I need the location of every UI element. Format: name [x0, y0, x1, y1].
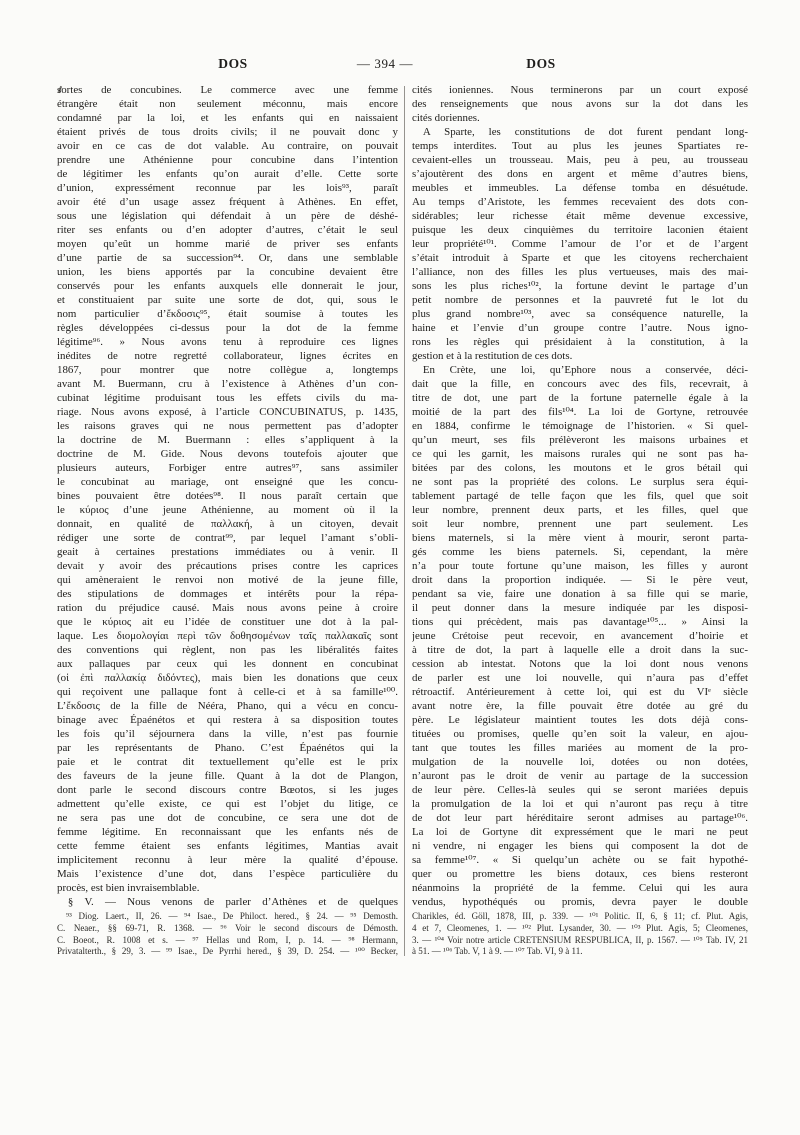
- text-line: dait que la fille, en concours avec des fils, recevrait, à: [412, 378, 748, 390]
- text-line: plusieurs auteurs, Forbiger entre autres⁹⁷, sans assimiler: [57, 462, 398, 474]
- text-line: s’était introduit à Sparte et que les citoyens recherchaient: [412, 252, 748, 264]
- text-line: des stipulations de dommages et intérêts pour la répa-: [57, 588, 398, 600]
- column-divider-rule: [404, 86, 405, 956]
- text-line: biens maternels, si la mère vient à mourir, seront parta-: [412, 532, 748, 544]
- text-line: le concubinat au mariage, ont enseigné que les concu-: [57, 476, 398, 488]
- text-line: sortes de concubines. Le commerce avec une femme: [57, 84, 398, 96]
- text-line: binage avec Épaénétos et qui restera à sa disposition toutes: [57, 714, 398, 726]
- text-line: En Crète, une loi, qu’Ephore nous a conservée, déci-: [412, 364, 748, 376]
- text-line: procès, est bien invraisemblable.: [57, 882, 200, 894]
- text-line: laque. Les διομολογίαι περὶ τῶν δοθησομένων ταῖς παλλακαῖς sont: [57, 630, 398, 642]
- text-line: des faveurs de la jeune fille. Quant à la dot de Plangon,: [57, 770, 398, 782]
- text-line: de parler est une loi nouvelle, qui n’aura pas d’effet: [412, 672, 748, 684]
- text-line: par les représentants de Phano. C’est Épaénétos qui la: [57, 742, 398, 754]
- page-number: — 394 —: [356, 56, 414, 71]
- running-head-right: DOS: [526, 56, 556, 71]
- text-line: moyen qu’eût un homme marié de priver ses enfants: [57, 238, 398, 250]
- text-line: condamné par la loi, et les enfants qui en naissaient: [57, 112, 398, 124]
- text-line: des renseignements que nous avons sur la dot dans les: [412, 98, 748, 110]
- text-line: rons les règles qui présidaient à la constitution, à la: [412, 336, 748, 348]
- text-line: il peut donner dans la mesure indiquée par les disposi-: [412, 602, 748, 614]
- text-line: cevaient-elles un trousseau. Mais, peu à peu, au trousseau: [412, 154, 748, 166]
- text-line: néanmoins la propriété de la femme. Celui qui les aura: [412, 882, 748, 894]
- text-line: ce qui les garnit, les maisons rurales qui ne sont pas ha-: [412, 448, 748, 460]
- text-line: tions qui précèdent, mais pas davantage¹⁰⁵... » Ainsi la: [412, 616, 748, 628]
- text-line: père. Le législateur maintient toutes les dots déjà cons-: [412, 714, 748, 726]
- text-line: moitié de la part des fils¹⁰⁴. La loi de Gortyne, retrouvée: [412, 406, 748, 418]
- text-line: ne sera pas une dot de concubine, ce sera une dot de: [57, 812, 398, 824]
- text-line: tablement partagé de telle façon que les fils, quel que soit: [412, 490, 748, 502]
- text-line: de légitimer les enfants qu’on aurait d’elle. Cette sorte: [57, 168, 398, 180]
- text-line: L’ἔκδοσις de la fille de Nééra, Phano, qui a vécu en concu-: [57, 700, 398, 712]
- text-line: qu’un meurt, ses fils prélèveront les maisons urbaines et: [412, 434, 748, 446]
- text-line: Au temps d’Aristote, les femmes recevaient des dots con-: [412, 196, 748, 208]
- text-line: ni vendre, ni engager les biens qui composent la dot de: [412, 840, 748, 852]
- text-line: 3. — ¹⁰⁴ Voir notre article CRETENSIUM RESPUBLICA, II, p. 1567. — ¹⁰⁵ Tab. IV, 21: [412, 934, 748, 945]
- text-line: avoir été d’un usage assez fréquent à Athènes. En effet,: [57, 196, 398, 208]
- text-line: sidérables; leur richesse était même devenue excessive,: [412, 210, 748, 222]
- text-line: riter ses enfants ou d’en adopter d’autres, c’était le seul: [57, 224, 398, 236]
- text-line: à 51. — ¹⁰⁶ Tab. V, 1 à 9. — ¹⁰⁷ Tab. VI, 9 à 11.: [412, 946, 583, 957]
- text-line: d’union, expressément reconnue par les lois⁹³, paraît: [57, 182, 398, 194]
- text-line: en 1884, confirme le témoignage de l’historien. « Si quel-: [412, 420, 748, 432]
- text-line: quer ou promettre les biens dotaux, ces biens resteront: [412, 868, 748, 880]
- text-line: dont parle le second discours contre Bœotos, si les juges: [57, 784, 398, 796]
- text-line: cités doriennes.: [412, 112, 480, 124]
- text-line: conservés pour les enfants auxquels elle donnerait le jour,: [57, 280, 398, 292]
- text-line: inédites de notre regretté collaborateur, lignes écrites en: [57, 350, 398, 362]
- text-line: jeune Crétoise peut recevoir, en avancement d’hoirie et: [412, 630, 748, 642]
- text-line: Mais l’existence d’une dot, dans l’espèce particulière du: [57, 868, 398, 880]
- text-line: légitime⁹⁶. » Nous avons tenu à reproduire ces lignes: [57, 336, 398, 348]
- text-line: les fois qu’il séjournera dans la ville, n’est pas fournie: [57, 728, 398, 740]
- text-line: bines pouvaient être dotées⁹⁸. Il nous paraît certain que: [57, 490, 398, 502]
- text-line: 1867, pour montrer que notre collègue a, longtemps: [57, 364, 398, 376]
- text-line: Charikles, éd. Göll, 1878, III, p. 339. — ¹⁰¹ Politic. II, 6, § 11; cf. Plut. Agis,: [412, 911, 748, 921]
- text-line: cités ioniennes. Nous terminerons par un court exposé: [412, 84, 748, 96]
- text-line: vendus, hypothéqués ou promis, devra payer le double: [412, 896, 748, 908]
- text-line: d’une partie de sa succession⁹⁴. Or, dans une semblable: [57, 252, 398, 264]
- text-line: étaient privés de tous droits civils; il ne pouvait donc y: [57, 126, 398, 138]
- left-text-column: [57, 83, 398, 909]
- left-footnotes-block: [57, 911, 398, 958]
- text-line: droit dans la proportion indiquée. — Si le père veut,: [412, 574, 748, 586]
- text-line: n’auront pas le droit de venir au partage de la succession: [412, 770, 748, 782]
- text-line: rétroactif. Antérieurement à cette loi, qui est du VIᵉ siècle: [412, 686, 748, 698]
- text-line: ration du préjudice causé. Mais nous avons peine à croire: [57, 602, 398, 614]
- text-line: qui amèneraient le renvoi non motivé de la jeune fille,: [57, 574, 398, 586]
- text-line: mulgation de la nouvelle loi, dotées ou non dotées,: [412, 756, 748, 768]
- text-line: s’ajoutèrent des dons en argent et même d’autres biens,: [412, 168, 748, 180]
- text-line: admettent qu’elle existe, ce qui est l’objet du litige, ce: [57, 798, 398, 810]
- text-line: gés comme les biens paternels. Si, cependant, la mère: [412, 546, 748, 558]
- text-line: prendre une Athénienne pour concubine dans l’intention: [57, 154, 398, 166]
- text-line: union, les biens apportés par la concubine devaient être: [57, 266, 398, 278]
- text-line: devait y avoir des précautions prises contre les caprices: [57, 560, 398, 572]
- text-line: sous une législation qui défendait à un père de déshé-: [57, 210, 398, 222]
- text-line: avoir en ce cas de dot valable. Au contraire, on pouvait: [57, 140, 398, 152]
- text-line: meubles et immeubles. La défense tomba en désuétude.: [412, 182, 748, 194]
- text-line: plus grand nombre¹⁰³, avec sa conséquence naturelle, la: [412, 308, 748, 320]
- right-footnotes-block: [412, 911, 748, 958]
- right-text-column: [412, 83, 748, 909]
- text-line: cubinat légitime produisant tous les effets civils du ma-: [57, 392, 398, 404]
- running-head-left: DOS: [218, 56, 248, 71]
- text-line: titre de dot, une part de la fortune paternelle égale à la: [412, 392, 748, 404]
- text-line: nom particulier d’ἔκδοσις⁹⁵, était soumise à toutes les: [57, 308, 398, 320]
- text-line: petit nombre de personnes et la pauvreté fut le lot du: [412, 294, 748, 306]
- text-line: aux pallaques par ceux qui les donnent en concubinat: [57, 658, 398, 670]
- text-line: étrangère était non seulement méconnu, mais encore: [57, 98, 398, 110]
- text-line: rédiger une sorte de contrat⁹⁹, par lequel l’amant s’obli-: [57, 532, 398, 544]
- text-line: règles développées ci-dessus pour la dot de la femme: [57, 322, 398, 334]
- text-line: sons les plus riches¹⁰², la fortune devint le partage d’un: [412, 280, 748, 292]
- text-line: riage. Nous avons exposé, à l’article CONCUBINATUS, p. 1435,: [57, 406, 398, 418]
- text-line: A Sparte, les constitutions de dot furent pendant long-: [412, 126, 748, 138]
- text-line: de dot leur part héréditaire seront admises au partage¹⁰⁶.: [412, 812, 748, 824]
- text-line: paie et le contrat dit textuellement qu’elle est le prix: [57, 756, 398, 768]
- text-line: 4 et 7, Cleomenes, 1. — ¹⁰² Plut. Lysander, 30. — ¹⁰³ Plut. Agis, 5; Cleomenes,: [412, 922, 748, 933]
- scan-edge-shadow: [755, 0, 772, 1135]
- text-line: cession ab intestat. Notons que la loi dont nous venons: [412, 658, 748, 670]
- text-line: tituées ou promises, quelle qu’en soit la valeur, en ajou-: [412, 728, 748, 740]
- text-line: ⁹³ Diog. Laert., II, 26. — ⁹⁴ Isae., De Philoct. hered., § 24. — ⁹⁵ Demosth.: [57, 911, 398, 921]
- text-line: doctrine de M. Gide. Nous devons toutefois ajouter que: [57, 448, 398, 460]
- text-line: temps interdites. Tout au plus les jeunes Spartiates re-: [412, 140, 748, 152]
- text-line: C. Neaer., §§ 69-71, R. 1368. — ⁹⁶ Voir le second discours de Démosth.: [57, 922, 398, 933]
- text-line: geait à certaines prestations immédiates ou à venir. Il: [57, 546, 398, 558]
- text-line: la doctrine de M. Buermann : elles s’appliquent à la: [57, 434, 398, 446]
- text-line: Privatalterth., § 29, 3. — ⁹⁹ Isae., De Pyrrhi hered., § 39, D. 254. — ¹⁰⁰ Becker,: [57, 946, 398, 957]
- text-line: donnait, en qualité de παλλακή, à un citoyen, devait: [57, 518, 398, 530]
- text-line: bitées par des colons, les moutons et le gros bétail qui: [412, 462, 748, 474]
- text-line: pendant sa vie, faire une donation à sa fille qui se marie,: [412, 588, 748, 600]
- text-line: à titre de dot, la part à laquelle elle a droit dans la suc-: [412, 644, 748, 656]
- text-line: des conventions qui règlent, non pas les libéralités faites: [57, 644, 398, 656]
- text-line: soit leur nombre, prennent une part seulement. Les: [412, 518, 748, 530]
- text-line: n’a pour toute fortune qu’une maison, les filles y auront: [412, 560, 748, 572]
- text-line: La loi de Gortyne dit expressément que le mari ne peut: [412, 826, 748, 838]
- text-line: l’alliance, non des filles les plus vertueuses, mais des mai-: [412, 266, 748, 278]
- text-line: qui reçoivent une pallaque font à celle-ci et à sa famille¹⁰⁰.: [57, 686, 398, 698]
- text-line: avant notre ère, la fille pouvait être dotée au gré du: [412, 700, 748, 712]
- text-line: les raisons graves qui ne nous permettent pas d’adopter: [57, 420, 398, 432]
- text-line: leur propriété¹⁰¹. Comme l’amour de l’or et de l’argent: [412, 238, 748, 250]
- text-line: § V. — Nous venons de parler d’Athènes et de quelques: [57, 896, 398, 908]
- text-line: cette femme étaient ses enfants légitimes, Mantias avait: [57, 840, 398, 852]
- text-line: de leur père. Celles-là seules qui se seront mariées depuis: [412, 784, 748, 796]
- text-line: et constituaient par suite une sorte de dot, qui, sous le: [57, 294, 398, 306]
- text-line: que le κύριος ait eu l’idée de constituer une dot à la pal-: [57, 616, 398, 628]
- text-line: tant que toutes les filles mariées au moment de la pro-: [412, 742, 748, 754]
- text-line: ne sont pas la propriété des colons. Le surplus sera équi-: [412, 476, 748, 488]
- text-line: la promulgation de la loi et qui n’auront pas reçu à titre: [412, 798, 748, 810]
- text-line: (οἱ ἐπὶ παλλακίᾳ διδόντες), mais bien les donations que ceux: [57, 672, 398, 684]
- text-line: haine et l’envie d’un groupe contre l’autre. Nous igno-: [412, 322, 748, 334]
- text-line: C. Boeot., R. 1008 et s. — ⁹⁷ Hellas und Rom, I, p. 14. — ⁹⁸ Hermann,: [57, 934, 398, 945]
- text-line: gestion et à la restitution de ces dots.: [412, 350, 573, 362]
- text-line: leur nombre, prennent deux parts, et les filles, quel que: [412, 504, 748, 516]
- text-line: femme légitime. En reconnaissant que les enfants nés de: [57, 826, 398, 838]
- text-line: sa femme¹⁰⁷. « Si quelqu’un achète ou se fait hypothé-: [412, 854, 748, 866]
- text-line: le κύριος d’une jeune Athénienne, au moment où il la: [57, 504, 398, 516]
- text-line: avant M. Buermann, cru à l’existence à Athènes d’un con-: [57, 378, 398, 390]
- text-line: implicitement reconnu à leur mère la qualité d’épouse.: [57, 854, 398, 866]
- text-line: puisque les deux cinquièmes du territoire laconien étaient: [412, 224, 748, 236]
